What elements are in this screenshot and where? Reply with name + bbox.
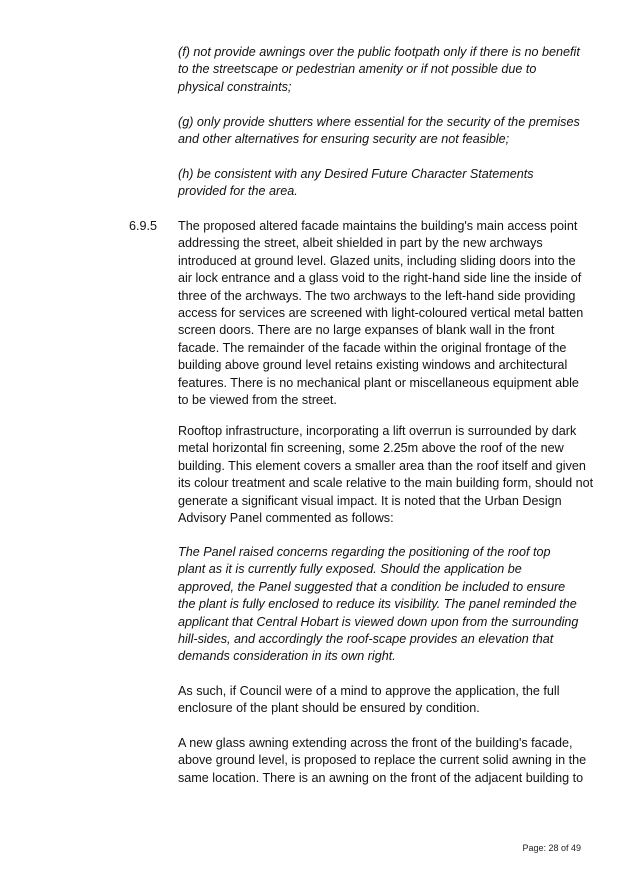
paragraph-line: metal horizontal fin screening, some 2.25m above the roof of the new (178, 441, 564, 456)
paragraph-line: introduced at ground level. Glazed units, including sliding doors into the (178, 253, 576, 268)
paragraph-line: three of the archways. The two archways to the left-hand side providing (178, 288, 576, 303)
paragraph-line: building. This element covers a smaller area than the roof itself and given (178, 458, 586, 473)
paragraph-line: building above ground level retains existing windows and architectural (178, 358, 568, 373)
clause-f (178, 44, 588, 96)
paragraph-line: facade. The remainder of the facade within the original frontage of the (178, 340, 567, 355)
paragraph-line: The proposed altered facade maintains the building's main access point (178, 219, 578, 233)
paragraph-enclosure (178, 683, 588, 718)
clause-f-line: to the streetscape or pedestrian amenity or if not possible due to (178, 62, 537, 77)
quote-line: The Panel raised concerns regarding the positioning of the roof top (178, 545, 551, 559)
paragraph-line: its colour treatment and scale relative to the main building form, should not (178, 476, 594, 491)
paragraph-line: air lock entrance and a glass void to the right-hand side line the inside of (178, 271, 582, 286)
paragraph-awning (178, 735, 588, 787)
quote-line: plant as it is currently fully exposed. Should the application be (178, 562, 522, 577)
paragraph-line: access for services are screened with light-coloured vertical metal batten (178, 306, 584, 321)
panel-quote (178, 544, 588, 666)
paragraph-line: A new glass awning extending across the front of the building's facade, (178, 736, 573, 750)
quote-line: approved, the Panel suggested that a condition be included to ensure (178, 579, 566, 594)
paragraph-line: screen doors. There are no large expanses of blank wall in the front (178, 323, 555, 338)
quote-line: demands consideration in its own right. (178, 649, 396, 664)
paragraph-line: above ground level, is proposed to replace the current solid awning in the (178, 753, 587, 768)
quote-line: the plant is fully enclosed to reduce its visibility. The panel reminded the (178, 597, 577, 612)
paragraph-line: addressing the street, albeit shielded in part by the new archways (178, 236, 543, 251)
quote-line: hill-sides, and accordingly the roof-scape provides an elevation that (178, 632, 554, 647)
quote-line: applicant that Central Hobart is viewed down upon from the surrounding (178, 614, 579, 629)
paragraph-line: same location. There is an awning on the front of the adjacent building to (178, 770, 584, 785)
paragraph-line: features. There is no mechanical plant or miscellaneous equipment able (178, 375, 579, 390)
clause-f-line: physical constraints; (178, 79, 292, 94)
clause-h-line: provided for the area. (178, 184, 298, 199)
section-number: 6.9.5 (129, 219, 158, 233)
paragraph-line: enclosure of the plant should be ensured by condition. (178, 701, 480, 716)
clause-g-line: (g) only provide shutters where essential for the security of the premises (178, 115, 580, 129)
paragraph-line: Advisory Panel commented as follows: (178, 511, 394, 526)
clause-g-line: and other alternatives for ensuring security are not feasible; (178, 132, 510, 147)
paragraph-line: generate a significant visual impact. It is noted that the Urban Design (178, 493, 562, 508)
paragraph-rooftop (178, 423, 594, 527)
clause-f-line: (f) not provide awnings over the public footpath only if there is no benefit (178, 45, 580, 59)
clause-g (178, 114, 588, 149)
paragraph-line: to be viewed from the street. (178, 393, 337, 408)
paragraph-line: Rooftop infrastructure, incorporating a lift overrun is surrounded by dark (178, 424, 577, 438)
paragraph-line: As such, if Council were of a mind to approve the application, the full (178, 684, 560, 698)
clause-h-line: (h) be consistent with any Desired Future Character Statements (178, 167, 534, 181)
page-number: Page: 28 of 49 (522, 843, 581, 853)
paragraph-facade (178, 218, 588, 409)
clause-h (178, 166, 588, 201)
